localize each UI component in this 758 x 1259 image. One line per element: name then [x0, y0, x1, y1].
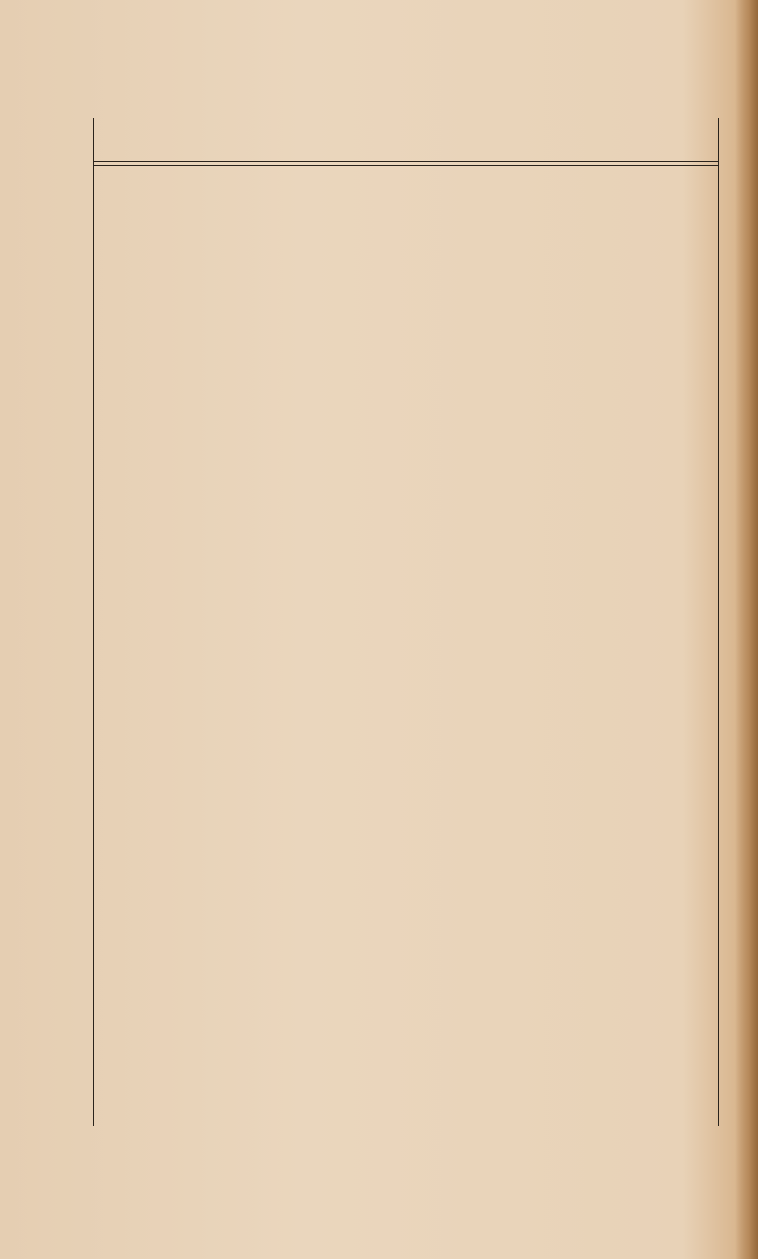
header-double-rule [93, 161, 719, 162]
page-header [93, 118, 719, 166]
section-letter [113, 274, 709, 332]
directory-listing [113, 178, 709, 340]
left-margin-advert [40, 120, 86, 1150]
running-head-advert [103, 74, 723, 114]
footer-advert [92, 1136, 732, 1170]
